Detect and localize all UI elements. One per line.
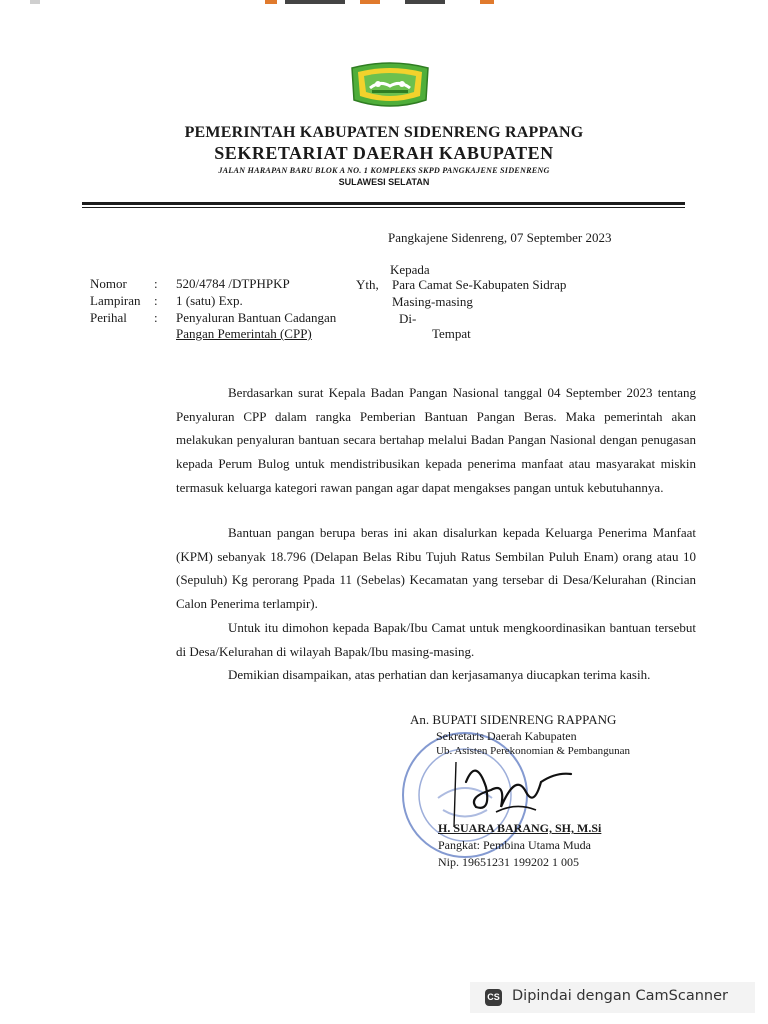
camscanner-icon: CS (485, 989, 502, 1006)
body-paragraph-3: Untuk itu dimohon kepada Bapak/Ibu Camat untuk mengkoordinasikan bantuan tersebut di Desa/Kelurahan di wilayah Bapak/Ibu masing-masing. (176, 620, 696, 659)
letterhead-divider-thin (82, 207, 685, 208)
signatory-rank: Pangkat: Pembina Utama Muda (438, 838, 591, 852)
letterhead-government: PEMERINTAH KABUPATEN SIDENRENG RAPPANG (184, 124, 584, 141)
perihal-value-line2: Pangan Pemerintah (CPP) (176, 326, 312, 341)
body-paragraph-4: Demikian disampaikan, atas perhatian dan kerjasamanya diucapkan terima kasih. (228, 667, 651, 682)
recipient-di: Di- (399, 311, 417, 326)
handwritten-signature-icon (446, 752, 576, 832)
nomor-label: Nomor (90, 276, 127, 291)
camscanner-text: Dipindai dengan CamScanner (512, 988, 729, 1004)
nomor-value: 520/4784 /DTPHPKP (176, 276, 290, 291)
letterhead-divider-thick (82, 202, 685, 205)
signatory-nip: Nip. 19651231 199202 1 005 (438, 855, 579, 869)
signatory-name: H. SUARA BARANG, SH, M.Si (438, 821, 602, 835)
recipient-name: Para Camat Se-Kabupaten Sidrap (392, 277, 567, 292)
perihal-colon: : (154, 310, 158, 325)
camscanner-watermark (470, 982, 755, 1013)
perihal-value-line1: Penyaluran Bantuan Cadangan (176, 310, 337, 325)
regency-emblem-icon (348, 60, 432, 110)
signature-assistant: Ub. Asisten Perekonomian & Pembangunan (436, 745, 631, 757)
lampiran-label: Lampiran (90, 293, 141, 308)
top-edge-strip (0, 0, 768, 6)
lampiran-colon: : (154, 293, 158, 308)
signature-position: Sekretaris Daerah Kabupaten (436, 729, 577, 743)
nomor-colon: : (154, 276, 158, 291)
letter-date: Pangkajene Sidenreng, 07 September 2023 (388, 230, 612, 245)
signature-on-behalf: An. BUPATI SIDENRENG RAPPANG (410, 712, 617, 727)
lampiran-value: 1 (satu) Exp. (176, 293, 243, 308)
recipient-masing-masing: Masing-masing (392, 294, 473, 309)
body-paragraph-2: Bantuan pangan berupa beras ini akan disalurkan kepada Keluarga Penerima Manfaat (KPM) sebanyak 18.796 (Delapan Belas Ribu Tujuh Ratus Sembilan Puluh Enam) orang atau 10 (Sepuluh) Kg perorang Ppada 11 (Sebelas) Kecamatan yang tersebar di Desa/Kelurahan (Rincian Calon Penerima terlampir). (176, 525, 696, 612)
recipient-kepada: Kepada (390, 262, 430, 277)
recipient-yth: Yth, (356, 277, 379, 292)
letterhead-address: JALAN HARAPAN BARU BLOK A NO. 1 KOMPLEKS SKPD PANGKAJENE SIDENRENG (218, 166, 550, 175)
body-paragraph-1: Berdasarkan surat Kepala Badan Pangan Nasional tanggal 04 September 2023 tentang Penyaluran CPP dalam rangka Pemberian Bantuan Pangan Beras. Maka pemerintah akan melakukan penyaluran bantuan secara bertahap melalui Badan Pangan Nasional dengan penugasan kepada Perum Bulog untuk mendistribusikan kepada penerima manfaat atau masyarakat miskin termasuk keluarga kategori rawan pangan agar dapat mengakses pangan untuk kebutuhannya. (176, 385, 696, 495)
perihal-label: Perihal (90, 310, 127, 325)
recipient-tempat: Tempat (432, 326, 471, 341)
letterhead-office: SEKRETARIAT DAERAH KABUPATEN (214, 143, 554, 163)
letterhead-province: SULAWESI SELATAN (338, 177, 430, 187)
